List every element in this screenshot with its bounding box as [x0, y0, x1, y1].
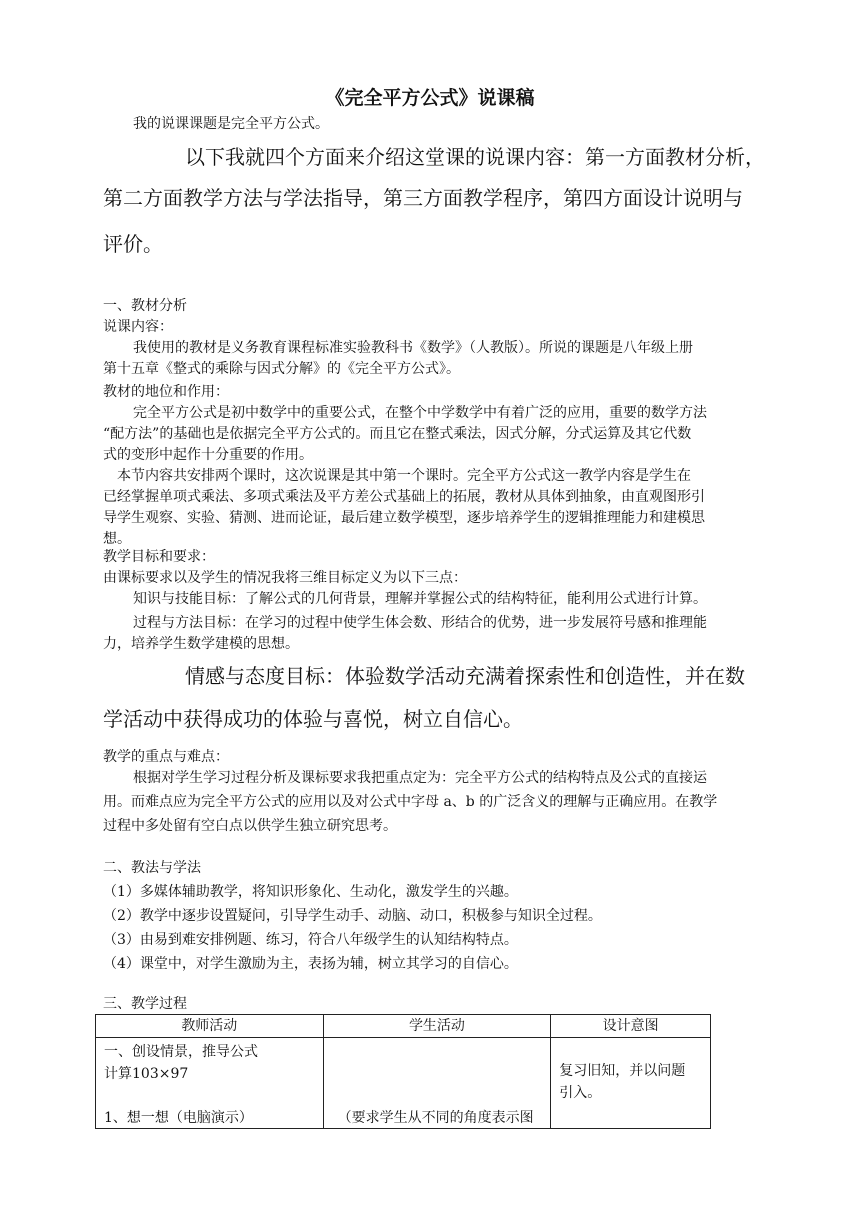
method-item-4: （4）课堂中，对学生激励为主，表扬为辅，树立其学习的自信心。 [103, 956, 518, 972]
teacher-line-2: 计算103×97 [104, 1066, 189, 1082]
goal-emotion-line-1: 情感与态度目标：体验数学活动充满着探索性和创造性，并在数 [185, 664, 745, 688]
section3-heading: 三、教学过程 [103, 996, 187, 1012]
document-title: 《完全平方公式》说课稿 [325, 87, 535, 109]
content-line-2: 第十五章《整式的乘除与因式分解》的《完全平方公式》。 [103, 361, 460, 377]
intent-line-2: 引入。 [559, 1085, 602, 1101]
key-line-2: 用。而难点应为完全平方公式的应用以及对公式中字母 a、b 的广泛含义的理解与正确应用。在教学 [103, 794, 718, 810]
overview-line-1: 以下我就四个方面来介绍这堂课的说课内容：第一方面教材分析， [185, 145, 765, 169]
goals-label: 教学目标和要求： [103, 549, 215, 565]
goal-process-line-1: 过程与方法目标：在学习的过程中使学生体会数、形结合的优势，进一步发展符号感和推理能 [133, 615, 707, 631]
arrangement-line-3: 导学生观察、实验、猜测、进而论证，最后建立数学模型，逐步培养学生的逻辑推理能力和建模思 [103, 510, 705, 526]
role-line-2: “配方法”的基础也是依据完全平方公式的。而且它在整式乘法，因式分解，分式运算及其它代数 [103, 426, 692, 442]
arrangement-line-4: 想。 [103, 531, 131, 547]
goal-knowledge: 知识与技能目标：了解公式的几何背景，理解并掌握公式的结构特征，能利用公式进行计算。 [133, 591, 707, 607]
section1-heading: 一、教材分析 [103, 298, 187, 314]
key-line-3: 过程中多处留有空白点以供学生独立研究思考。 [103, 818, 397, 834]
overview-line-2: 第二方面教学方法与学法指导，第三方面教学程序，第四方面设计说明与 [103, 186, 743, 210]
table-header-row [96, 1015, 711, 1038]
header-teacher-activity: 教师活动 [96, 1015, 324, 1038]
method-item-1: （1）多媒体辅助教学，将知识形象化、生动化，激发学生的兴趣。 [103, 884, 518, 900]
student-activity-cell [323, 1038, 551, 1129]
content-line-1: 我使用的教材是义务教育课程标准实验教科书《数学》（人教版）。所说的课题是八年级上册 [133, 340, 693, 356]
intro-text: 我的说课课题是完全平方公式。 [133, 116, 329, 132]
goal-emotion-line-2: 学活动中获得成功的体验与喜悦，树立自信心。 [103, 707, 523, 731]
role-line-1: 完全平方公式是初中数学中的重要公式，在整个中学数学中有着广泛的应用，重要的数学方法 [133, 405, 707, 421]
content-label: 说课内容： [103, 319, 173, 335]
intent-line-1: 复习旧知，并以问题 [559, 1063, 686, 1079]
method-item-3: （3）由易到难安排例题、练习，符合八年级学生的认知结构特点。 [103, 932, 518, 948]
key-label: 教学的重点与难点： [103, 749, 229, 765]
method-item-2: （2）教学中逐步设置疑问，引导学生动手、动脑、动口，积极参与知识全过程。 [103, 908, 602, 924]
arrangement-line-1: 本节内容共安排两个课时，这次说课是其中第一个课时。完全平方公式这一教学内容是学生在 [117, 468, 691, 484]
role-line-3: 式的变形中起作十分重要的作用。 [103, 447, 313, 463]
teacher-line-1: 一、创设情景，推导公式 [104, 1044, 258, 1060]
arrangement-line-2: 已经掌握单项式乘法、多项式乘法及平方差公式基础上的拓展，教材从具体到抽象，由直观图形引 [103, 489, 705, 505]
overview-line-3: 评价。 [103, 232, 163, 256]
header-design-intent: 设计意图 [551, 1015, 711, 1038]
role-label: 教材的地位和作用： [103, 384, 229, 400]
design-intent-cell [551, 1038, 711, 1129]
student-line-1: （要求学生从不同的角度表示图 [337, 1110, 534, 1126]
header-student-activity: 学生活动 [323, 1015, 551, 1038]
goal-process-line-2: 力，培养学生数学建模的思想。 [103, 636, 299, 652]
section2-heading: 二、教法与学法 [103, 860, 201, 876]
teacher-line-3: 1、想一想（电脑演示） [104, 1110, 253, 1126]
teacher-activity-cell [96, 1038, 324, 1129]
key-line-1: 根据对学生学习过程分析及课标要求我把重点定为：完全平方公式的结构特点及公式的直接运 [133, 770, 707, 786]
goals-intro: 由课标要求以及学生的情况我将三维目标定义为以下三点： [103, 570, 467, 586]
table-row [96, 1038, 711, 1129]
teaching-process-table [95, 1014, 711, 1129]
